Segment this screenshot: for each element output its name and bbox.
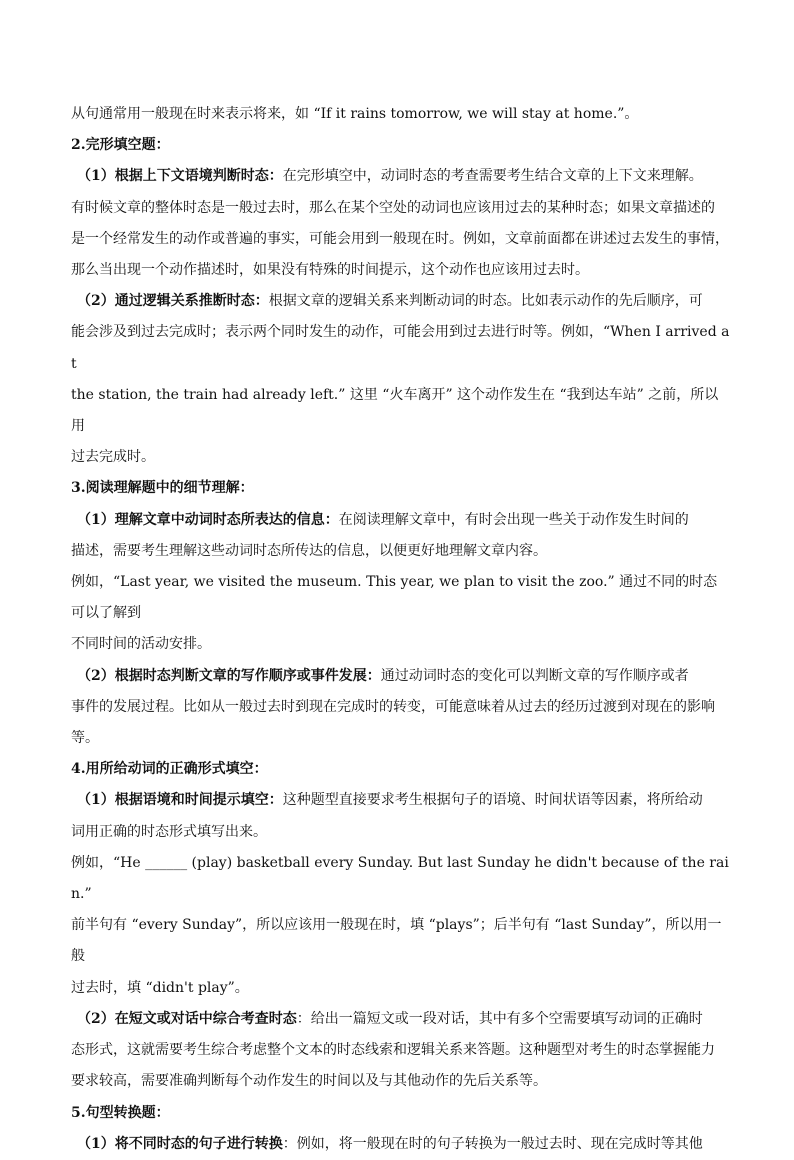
item-text: 根据文章的逻辑关系来判断动词的时态。比如表示动作的先后顺序，可: [268, 293, 703, 310]
section-heading-reading: 3.阅读理解题中的细节理解：: [71, 480, 254, 497]
item-text: 在阅读理解文章中，有时会出现一些关于动作发生时间的: [338, 511, 689, 528]
item-label: （1）将不同时态的句子进行转换: [77, 1135, 283, 1152]
text-line: 词用正确的时态形式填写出来。: [71, 823, 267, 840]
text-line: 过去时，填 “didn't play”。: [71, 979, 249, 996]
paragraph-transform-1: [71, 1129, 731, 1160]
item-text: ：给出一篇短文或一段对话，其中有多个空需要填写动词的正确时: [296, 1010, 703, 1027]
text-line: 例如，“He ______ (play) basketball every Sunday. But last Sunday he didn't because of the rain.”: [71, 854, 729, 903]
text-line: 前半句有 “every Sunday”，所以应该用一般现在时，填 “plays”；后半句有 “last Sunday”，所以用一般: [71, 917, 722, 965]
paragraph-reading-2: [71, 661, 731, 692]
paragraph-cloze-2: [71, 286, 731, 317]
item-text: 在完形填空中，动词时态的考查需要考生结合文章的上下文来理解。: [282, 168, 703, 185]
text-line: 能会涉及到过去完成时；表示两个同时发生的动作，可能会用到过去进行时等。例如，“When I arrived at: [71, 324, 730, 372]
text-line: 等。: [71, 730, 99, 747]
intro-line: 从句通常用一般现在时来表示将来，如 “If it rains tomorrow, we will stay at home.”。: [71, 106, 639, 122]
text-line: 是一个经常发生的动作或普遍的事实，可能会用到一般现在时。例如，文章前面都在讲述过去发生的事情，: [71, 230, 729, 247]
item-label: （2）通过逻辑关系推断时态：: [77, 293, 269, 310]
paragraph-fill-2: [71, 1004, 731, 1035]
text-line: 有时候文章的整体时态是一般过去时，那么在某个空处的动词也应该用过去的某种时态；如果文章描述的: [71, 199, 715, 216]
item-label: （1）根据上下文语境判断时态：: [77, 168, 283, 185]
paragraph-cloze-1: [71, 161, 731, 192]
text-line: 例如，“Last year, we visited the museum. This year, we plan to visit the zoo.” 通过不同的时态可以了解到: [71, 574, 718, 622]
section-heading-fill-blank: 4.用所给动词的正确形式填空：: [71, 761, 268, 778]
section-heading-transform: 5.句型转换题：: [71, 1104, 170, 1121]
text-line: 事件的发展过程。比如从一般过去时到现在完成时的转变，可能意味着从过去的经历过渡到对现在的影响: [71, 698, 715, 715]
text-line: the station, the train had already left.” 这里 “火车离开” 这个动作发生在 “我到达车站” 之前，所以用: [71, 386, 719, 435]
text-line: 描述，需要考生理解这些动词时态所传达的信息，以便更好地理解文章内容。: [71, 542, 547, 559]
item-label: （1）理解文章中动词时态所表达的信息：: [77, 511, 339, 528]
item-text: ：例如，将一般现在时的句子转换为一般过去时、现在完成时等其他: [282, 1135, 703, 1152]
document-body: [71, 99, 731, 1160]
text-line: 态形式，这就需要考生综合考虑整个文本的时态线索和逻辑关系来答题。这种题型对考生的时态掌握能力: [71, 1042, 715, 1059]
text-line: 要求较高，需要准确判断每个动作发生的时间以及与其他动作的先后关系等。: [71, 1073, 547, 1090]
text-line: 不同时间的活动安排。: [71, 636, 211, 653]
paragraph-reading-1: [71, 505, 731, 536]
item-text: 通过动词时态的变化可以判断文章的写作顺序或者: [380, 667, 689, 684]
text-line: 过去完成时。: [71, 449, 155, 466]
text-line: 那么当出现一个动作描述时，如果没有特殊的时间提示，这个动作也应该用过去时。: [71, 262, 589, 279]
item-label: （2）在短文或对话中综合考查时态: [77, 1010, 297, 1027]
section-heading-cloze: 2.完形填空题：: [71, 137, 170, 154]
item-label: （1）根据语境和时间提示填空：: [77, 792, 283, 809]
item-text: 这种题型直接要求考生根据句子的语境、时间状语等因素，将所给动: [282, 792, 703, 809]
paragraph-fill-1: [71, 785, 731, 816]
item-label: （2）根据时态判断文章的写作顺序或事件发展：: [77, 667, 381, 684]
